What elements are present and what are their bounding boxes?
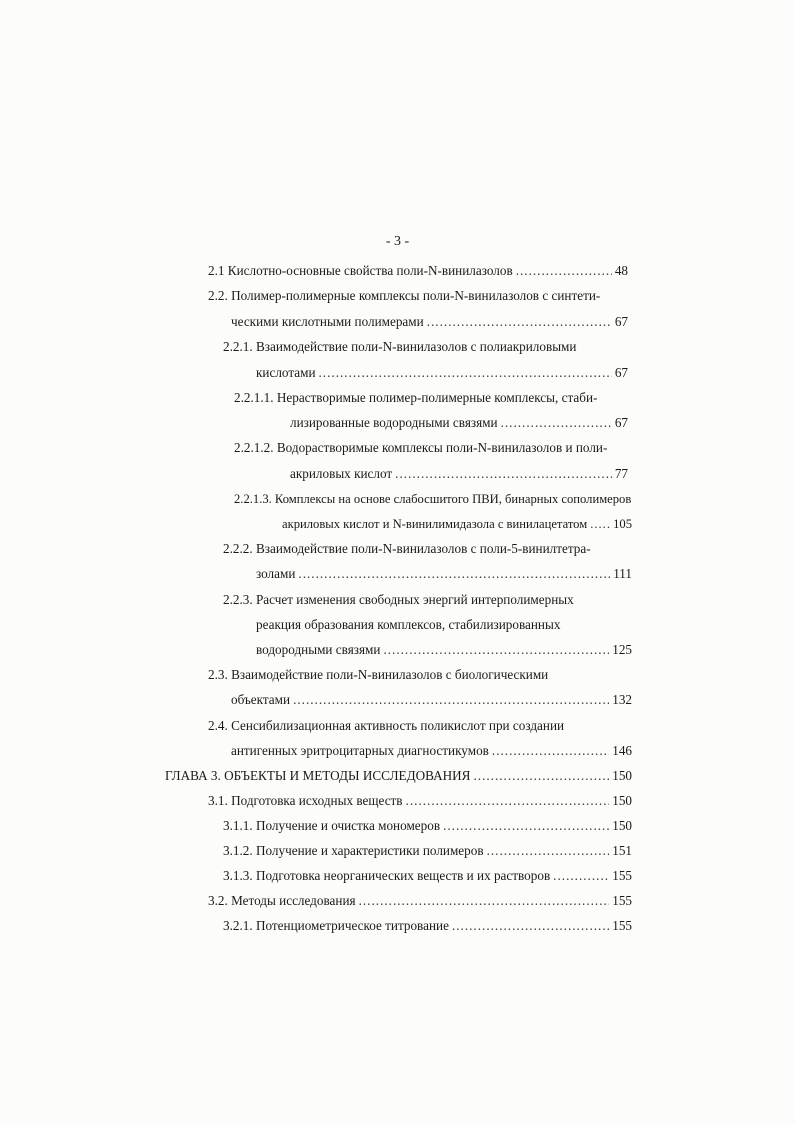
leader-dots (452, 917, 609, 935)
toc-entry (290, 465, 628, 483)
toc-entry-title: акриловых кислот (290, 466, 393, 481)
toc-entry-title: 2.2. Полимер-полимерные комплексы поли-N-винилазолов с синтети- (208, 288, 601, 303)
toc-entry (223, 540, 591, 558)
toc-entry (223, 817, 632, 835)
toc-entry-page: 155 (612, 868, 632, 883)
toc-entry-title: объектами (231, 692, 291, 707)
toc-entry-title: водородными связями (256, 642, 381, 657)
leader-dots (473, 767, 609, 785)
toc-entry-title: 3.1.2. Получение и характеристики полимеров (223, 843, 484, 858)
toc-entry-page: 111 (613, 566, 632, 581)
toc-entry-title: 2.1 Кислотно-основные свойства поли-N-винилазолов (208, 263, 513, 278)
toc-entry-page: 48 (614, 263, 628, 278)
toc-entry (290, 414, 628, 432)
toc-entry-page: 67 (614, 415, 628, 430)
toc-entry-title: 3.2.1. Потенциометрическое титрование (223, 918, 449, 933)
toc-entry (256, 364, 628, 382)
toc-entry (208, 666, 548, 684)
toc-entry (223, 917, 632, 935)
toc-entry-title: 2.3. Взаимодействие поли-N-винилазолов с биологическими (208, 667, 549, 682)
toc-entry-page: 151 (612, 843, 632, 858)
leader-dots (516, 262, 612, 280)
leader-dots (590, 515, 610, 533)
leader-dots (383, 641, 609, 659)
toc-entry (234, 439, 607, 457)
toc-chapter-title: ГЛАВА 3. ОБЪЕКТЫ И МЕТОДЫ ИССЛЕДОВАНИЯ (165, 768, 471, 783)
leader-dots (427, 313, 612, 331)
toc-entry-title: 2.2.2. Взаимодействие поли-N-винилазолов с поли-5-винилтетра- (223, 541, 591, 556)
toc-entry-title: 3.2. Методы исследования (208, 893, 356, 908)
toc-entry (256, 641, 632, 659)
toc-entry (223, 591, 574, 609)
toc-entry (282, 515, 632, 533)
toc-entry-title: 3.1.1. Получение и очистка мономеров (223, 818, 441, 833)
toc-entry (223, 338, 576, 356)
toc-entry-title: 2.4. Сенсибилизационная активность поликислот при создании (208, 718, 565, 733)
toc-entry-title: акриловых кислот и N-винилимидазола с винилацетатом (282, 517, 588, 531)
toc-entry-title: реакция образования комплексов, стабилизированных (256, 617, 561, 632)
toc-entry-title: кислотами (256, 365, 316, 380)
toc-entry (231, 742, 632, 760)
toc-entry-page: 132 (612, 692, 632, 707)
leader-dots (553, 867, 609, 885)
leader-dots (319, 364, 612, 382)
toc-entry (234, 490, 631, 508)
toc-entry-page: 125 (612, 642, 632, 657)
leader-dots (298, 565, 610, 583)
toc-entry (208, 717, 564, 735)
leader-dots (492, 742, 609, 760)
toc-entry (208, 262, 628, 280)
leader-dots (443, 817, 609, 835)
leader-dots (293, 691, 609, 709)
toc-entry-page: 77 (614, 466, 628, 481)
toc-entry (208, 892, 632, 910)
toc-entry (223, 842, 632, 860)
toc-entry-page: 146 (612, 743, 632, 758)
toc-entry-page: 150 (612, 768, 632, 783)
toc-entry-page: 155 (612, 893, 632, 908)
toc-entry-title: ческими кислотными полимерами (231, 314, 424, 329)
leader-dots (406, 792, 610, 810)
toc-entry-title: 2.2.1. Взаимодействие поли-N-винилазолов с полиакриловыми (223, 339, 577, 354)
toc-entry (234, 389, 597, 407)
leader-dots (395, 465, 612, 483)
toc-entry-title: антигенных эритроцитарных диагностикумов (231, 743, 489, 758)
toc-entry (256, 616, 560, 634)
toc-entry (208, 792, 632, 810)
toc-entry-title: 3.1.3. Подготовка неорганических веществ и их растворов (223, 868, 551, 883)
toc-entry (256, 565, 632, 583)
page-number: - 3 - (385, 234, 410, 249)
toc-entry-title: 2.2.1.2. Водорастворимые комплексы поли-N-винилазолов и поли- (234, 440, 608, 455)
leader-dots (501, 414, 612, 432)
toc-entry-title: золами (256, 566, 296, 581)
leader-dots (487, 842, 610, 860)
toc-entry-page: 67 (614, 365, 628, 380)
toc-entry-title: лизированные водородными связями (290, 415, 498, 430)
toc-entry (231, 691, 632, 709)
toc-entry-title: 3.1. Подготовка исходных веществ (208, 793, 403, 808)
toc-entry-page: 67 (614, 314, 628, 329)
toc-entry-page: 150 (612, 793, 632, 808)
toc-entry-title: 2.2.3. Расчет изменения свободных энергий интерполимерных (223, 592, 574, 607)
toc-chapter (165, 767, 632, 785)
toc-entry-page: 155 (612, 918, 632, 933)
toc-entry (208, 287, 600, 305)
leader-dots (359, 892, 610, 910)
toc-entry-title: 2.2.1.1. Нерастворимые полимер-полимерные комплексы, стаби- (234, 390, 598, 405)
toc-entry-title: 2.2.1.3. Комплексы на основе слабосшитого ПВИ, бинарных сополимеров (234, 492, 632, 506)
toc-entry (231, 313, 628, 331)
toc-entry-page: 150 (612, 818, 632, 833)
toc-entry-page: 105 (613, 517, 632, 531)
toc-entry (223, 867, 632, 885)
